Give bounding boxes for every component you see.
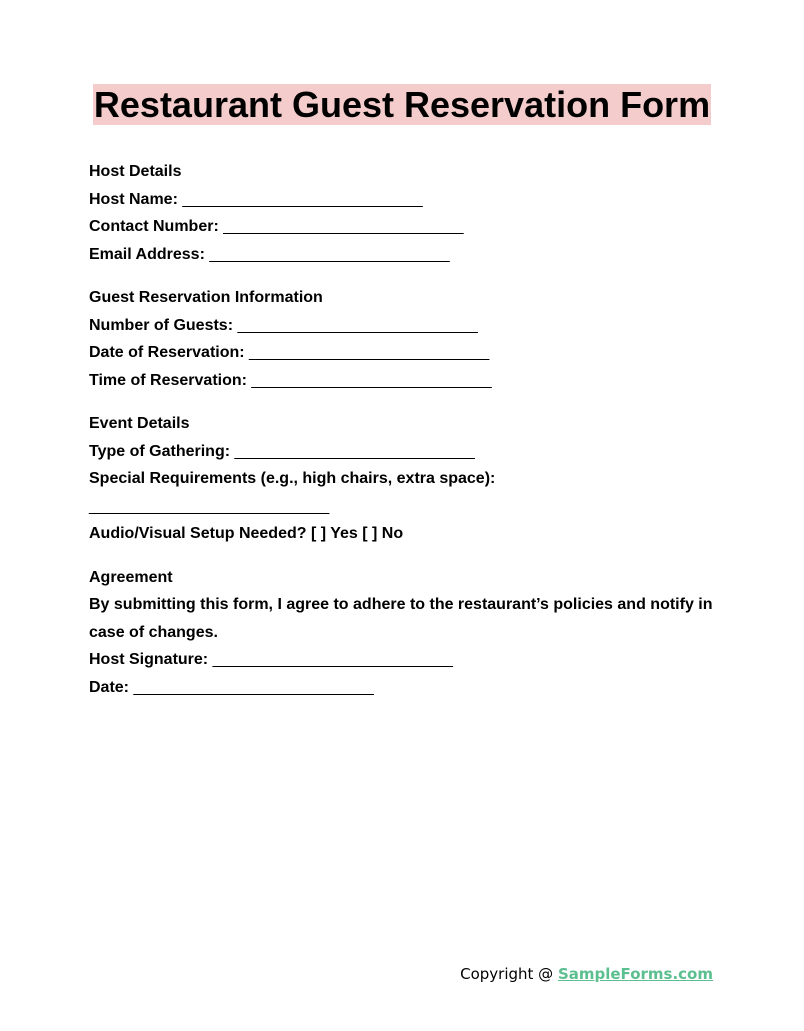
form-content <box>89 158 719 717</box>
date-of-reservation-label: Date of Reservation: <box>89 344 245 361</box>
type-of-gathering-field[interactable] <box>89 438 719 466</box>
contact-number-blank[interactable]: ___________________________ <box>223 218 464 235</box>
host-signature-label: Host Signature: <box>89 651 209 668</box>
sampleforms-link[interactable]: SampleForms.com <box>557 965 713 983</box>
special-requirements-label: Special Requirements (e.g., high chairs, extra space): <box>89 470 496 487</box>
time-of-reservation-field[interactable] <box>89 367 719 395</box>
section-heading-host-details: Host Details <box>89 163 182 180</box>
number-of-guests-blank[interactable]: ___________________________ <box>237 316 478 334</box>
date-of-reservation-field[interactable] <box>89 339 719 367</box>
host-signature-blank[interactable]: ___________________________ <box>212 651 453 668</box>
special-requirements-blank[interactable]: ___________________________ <box>89 497 330 515</box>
title-wrap <box>0 84 804 125</box>
email-address-label: Email Address: <box>89 245 205 263</box>
time-of-reservation-label: Time of Reservation: <box>89 371 247 389</box>
host-name-field[interactable] <box>89 186 719 214</box>
type-of-gathering-blank[interactable]: ___________________________ <box>234 442 475 460</box>
date-field[interactable] <box>89 674 719 702</box>
guest-info-section <box>89 284 719 394</box>
type-of-gathering-label: Type of Gathering: <box>89 442 231 460</box>
date-label: Date: <box>89 678 130 696</box>
event-details-section <box>89 410 719 548</box>
section-heading-agreement: Agreement <box>89 568 173 586</box>
av-setup-checkbox-line[interactable]: Audio/Visual Setup Needed? [ ] Yes [ ] No <box>89 525 404 542</box>
contact-number-label: Contact Number: <box>89 218 219 235</box>
copyright-text: Copyright @ <box>460 965 558 983</box>
section-heading-guest-info: Guest Reservation Information <box>89 289 323 306</box>
section-heading-event-details: Event Details <box>89 415 190 432</box>
host-name-blank[interactable]: ___________________________ <box>182 190 423 208</box>
date-of-reservation-blank[interactable]: ___________________________ <box>249 344 490 361</box>
agreement-statement: By submitting this form, I agree to adhere to the restaurant’s policies and notify in case of changes. <box>89 596 717 641</box>
host-details-section <box>89 158 719 268</box>
date-blank[interactable]: ___________________________ <box>133 678 374 696</box>
number-of-guests-label: Number of Guests: <box>89 316 234 334</box>
host-signature-field[interactable] <box>89 646 719 674</box>
host-name-label: Host Name: <box>89 190 178 208</box>
time-of-reservation-blank[interactable]: ___________________________ <box>251 371 492 389</box>
footer-copyright <box>460 963 713 985</box>
agreement-section <box>89 564 719 702</box>
email-address-field[interactable] <box>89 241 719 269</box>
email-address-blank[interactable]: ___________________________ <box>209 245 450 263</box>
contact-number-field[interactable] <box>89 213 719 241</box>
page-title: Restaurant Guest Reservation Form <box>93 84 711 125</box>
number-of-guests-field[interactable] <box>89 312 719 340</box>
